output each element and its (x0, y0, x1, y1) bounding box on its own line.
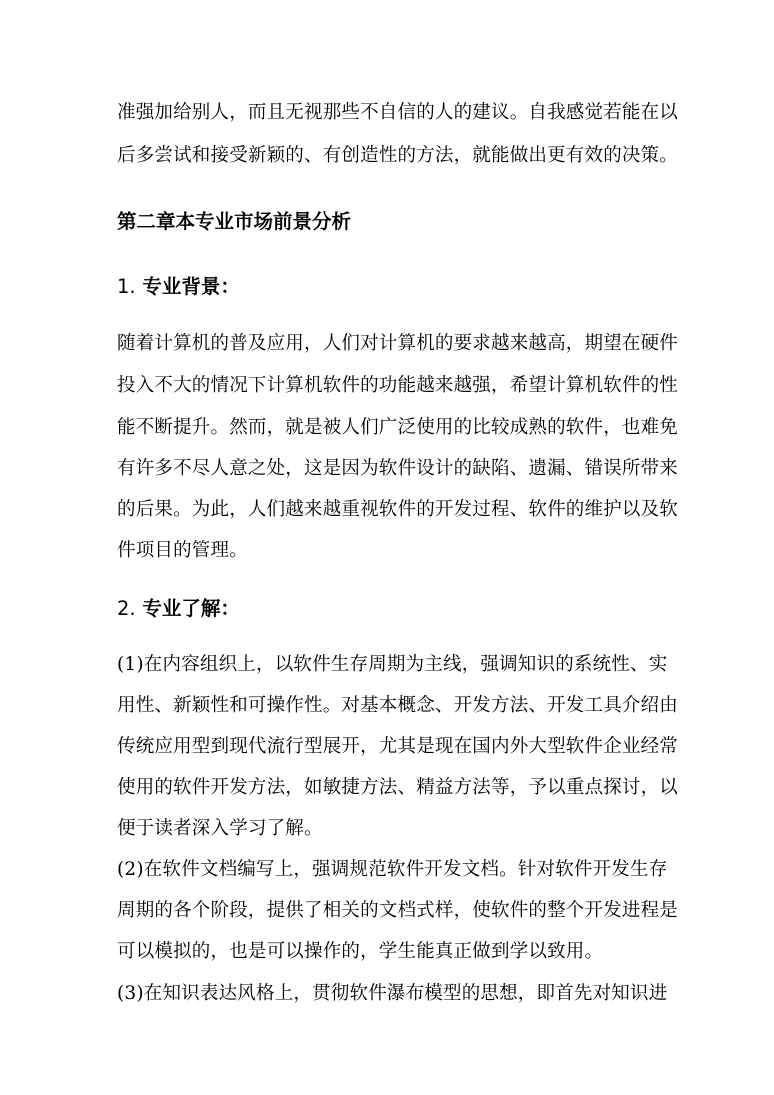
item1-line-1: (1)在内容组织上，以软件生存周期为主线，强调知识的系统性、实 (117, 654, 668, 675)
section2-heading (117, 595, 240, 623)
chapter-heading: 第二章本专业市场前景分析 (117, 210, 352, 233)
section2-number: 2. (117, 597, 136, 620)
item2-line-3: 可以模拟的，也是可以操作的，学生能真正做到学以致用。 (117, 941, 604, 962)
item1-line-4: 使用的软件开发方法，如敏捷方法、精益方法等，予以重点探讨，以 (117, 777, 679, 798)
section1-line-5: 的后果。为此，人们越来越重视软件的开发过程、软件的维护以及软 (117, 499, 679, 520)
section1-line-4: 有许多不尽人意之处，这是因为软件设计的缺陷、遗漏、错误所带来 (117, 458, 679, 479)
item2-line-1: (2)在软件文档编写上，强调规范软件开发文档。针对软件开发生存 (117, 859, 668, 880)
intro-line-1: 准强加给别人，而且无视那些不自信的人的建议。自我感觉若能在以 (117, 102, 679, 123)
section1-line-1: 随着计算机的普及应用，人们对计算机的要求越来越高，期望在硬件 (117, 333, 679, 354)
item1-line-2: 用性、新颖性和可操作性。对基本概念、开发方法、开发工具介绍由 (117, 695, 679, 716)
section1-line-2: 投入不大的情况下计算机软件的功能越来越强，希望计算机软件的性 (117, 375, 679, 396)
item1-line-3: 传统应用型到现代流行型展开，尤其是现在国内外大型软件企业经常 (117, 736, 679, 757)
section1-line-6: 件项目的管理。 (117, 540, 248, 561)
item1-line-5: 便于读者深入学习了解。 (117, 818, 323, 839)
section1-heading (117, 273, 240, 301)
section1-number: 1. (117, 275, 136, 298)
section2-title: 专业了解： (142, 597, 240, 620)
section1-line-3: 能不断提升。然而，就是被人们广泛使用的比较成熟的软件，也难免 (117, 417, 679, 438)
item3-line-1: (3)在知识表达风格上，贯彻软件瀑布模型的思想，即首先对知识进 (117, 983, 668, 1004)
intro-line-2: 后多尝试和接受新颖的、有创造性的方法，就能做出更有效的决策。 (117, 145, 679, 166)
section1-title: 专业背景： (142, 275, 240, 298)
item2-line-2: 周期的各个阶段，提供了相关的文档式样，使软件的整个开发进程是 (117, 900, 679, 921)
